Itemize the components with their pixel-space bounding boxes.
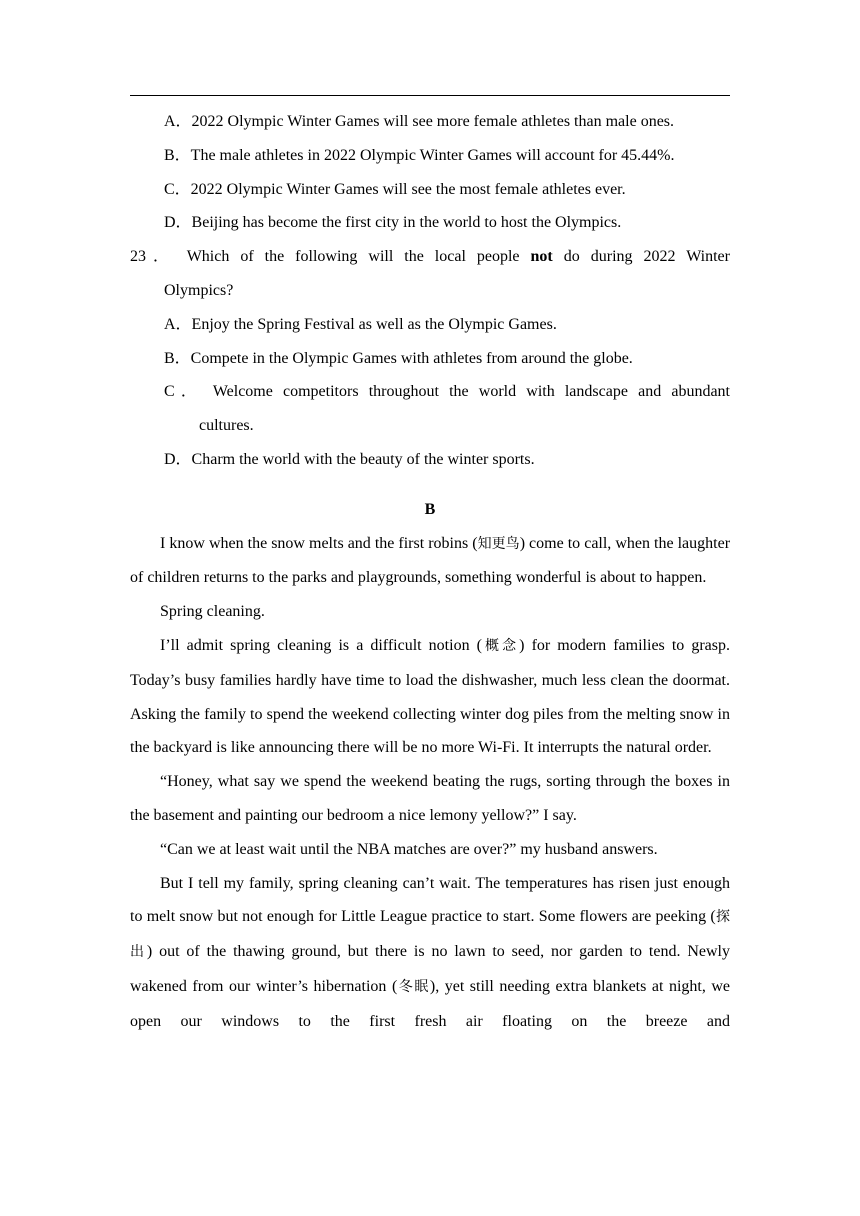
p1-gloss: 知更鸟 xyxy=(477,535,520,552)
q23-stem-after: do during 2022 Winter xyxy=(552,248,730,266)
p6-text-a: But I tell my family, spring cleaning can’t wait. The temperatures has risen just enough to melt snow but not enough for Little League practice to start. Some flowers are peeking ( xyxy=(130,874,730,926)
q23-option-c-cont: cultures. xyxy=(199,417,254,435)
q23-option-d: D．Charm the world with the beauty of the winter sports. xyxy=(164,450,535,468)
q23-option-c: C． Welcome competitors throughout the world with landscape and abundant xyxy=(164,383,730,401)
q23-number: 23． xyxy=(130,248,176,266)
section-title: B xyxy=(424,500,436,518)
q22-option-b: B．The male athletes in 2022 Olympic Winter Games will account for 45.44%. xyxy=(164,146,675,164)
p3-text-b: ) for modern families to grasp. Today’s busy families hardly have time to load the dishwasher, much less clean the doormat. Asking the family to spend the weekend collecting winter dog piles from the melting snow in the backyard is like announcing there will be no more Wi-Fi. It interrupts the natural order. xyxy=(130,636,731,757)
passage-paragraph-1 xyxy=(130,527,730,596)
passage-paragraph-6 xyxy=(130,867,730,1039)
q23-stem-bold: not xyxy=(530,248,553,266)
p1-text-b: ) come to call, when the laughter of children returns to the parks and playgrounds, something wonderful is about to happen. xyxy=(130,534,731,587)
q23-stem-cont: Olympics? xyxy=(164,281,234,299)
q23-stem xyxy=(130,240,730,274)
q23-option-b: B．Compete in the Olympic Games with athletes from around the globe. xyxy=(164,349,633,367)
q23-option-a: A．Enjoy the Spring Festival as well as the Olympic Games. xyxy=(164,315,557,333)
p6-gloss-1: 探出 xyxy=(130,909,730,961)
p3-text-a: I’ll admit spring cleaning is a difficult notion ( xyxy=(160,636,482,654)
q22-option-d: D．Beijing has become the first city in the world to host the Olympics. xyxy=(164,214,622,232)
passage-paragraph-3 xyxy=(130,629,730,765)
q22-option-a: A．2022 Olympic Winter Games will see more female athletes than male ones. xyxy=(164,113,675,130)
p6-gloss-2: 冬眠 xyxy=(397,978,430,995)
passage-paragraph-2: Spring cleaning. xyxy=(160,603,265,621)
p6-text-c: ), yet still needing extra blankets at night, we open our windows to the first fresh air floating on the breeze and xyxy=(130,977,731,1030)
q22-option-c: C．2022 Olympic Winter Games will see the most female athletes ever. xyxy=(164,180,626,198)
header-rule xyxy=(130,95,730,96)
p1-text-a: I know when the snow melts and the first robins ( xyxy=(160,534,478,552)
passage-paragraph-5: “Can we at least wait until the NBA matches are over?” my husband answers. xyxy=(160,840,658,858)
passage-paragraph-4: “Honey, what say we spend the weekend beating the rugs, sorting through the boxes in the basement and painting our bedroom a nice lemony yellow?” I say. xyxy=(130,773,730,824)
p6-text-b: ) out of the thawing ground, but there is no lawn to seed, nor garden to tend. Newly wakened from our winter’s hibernation ( xyxy=(130,943,730,995)
p3-gloss: 概念 xyxy=(481,637,520,654)
q23-stem-before: Which of the following will the local people xyxy=(186,248,531,266)
page-content xyxy=(130,105,730,1039)
